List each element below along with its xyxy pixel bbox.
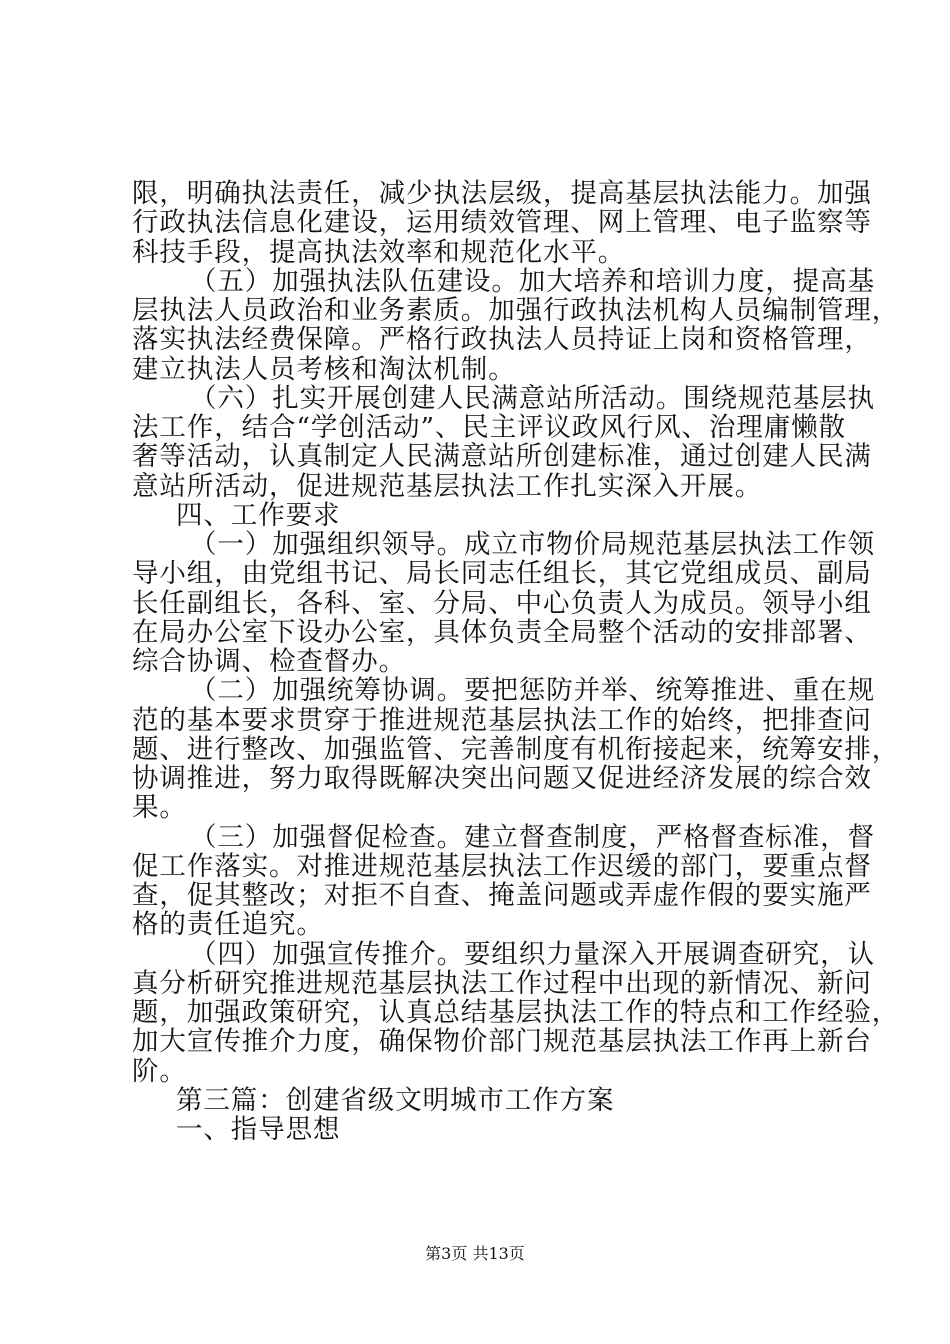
section-heading-line: （四）加强宣传推介。要组织力量深入开展调查研究，认: [190, 938, 875, 970]
section-heading-line: （六）扎实开展创建人民满意站所活动。围绕规范基层执: [190, 382, 875, 414]
paragraph-line: 真分析研究推进规范基层执法工作过程中出现的新情况、新问: [132, 967, 872, 999]
paragraph-line: 法工作，结合“学创活动”、民主评议政风行风、治理庸懒散: [132, 412, 846, 443]
page-footer: 第3页 共13页: [425, 1244, 525, 1263]
paragraph-line: 查，促其整改；对拒不自查、掩盖问题或弄虚作假的要实施严: [132, 880, 872, 911]
paragraph-line: 综合协调、检查督办。: [132, 646, 406, 677]
section-heading-line: （一）加强组织领导。成立市物价局规范基层执法工作领: [190, 529, 875, 560]
paragraph-line: 范的基本要求贯穿于推进规范基层执法工作的始终，把排查问: [132, 704, 872, 736]
paragraph-line: 题，加强政策研究，认真总结基层执法工作的特点和工作经验，: [132, 997, 900, 1028]
section-heading-line: （五）加强执法队伍建设。加大培养和培训力度，提高基: [190, 265, 875, 297]
paragraph-line: 科技手段，提高执法效率和规范化水平。: [132, 236, 626, 268]
paragraph-line: 在局办公室下设办公室，具体负责全局整个活动的安排部署、: [132, 616, 872, 648]
section-title: 一、指导思想: [176, 1114, 341, 1145]
paragraph-line: 行政执法信息化建设，运用绩效管理、网上管理、电子监察等: [132, 207, 872, 239]
paragraph-line: 限，明确执法责任，减少执法层级，提高基层执法能力。加强: [132, 178, 872, 209]
paragraph-line: 建立执法人员考核和淘汰机制。: [132, 353, 516, 385]
section-heading-line: （三）加强督促检查。建立督查制度，严格督查标准，督: [190, 821, 875, 853]
section-title: 四、工作要求: [176, 499, 341, 531]
paragraph-line: 奢等活动，认真制定人民满意站所创建标准，通过创建人民满: [132, 441, 872, 473]
paragraph-line: 落实执法经费保障。严格行政执法人员持证上岗和资格管理，: [132, 324, 872, 356]
paragraph-line: 加大宣传推介力度，确保物价部门规范基层执法工作再上新台: [132, 1026, 872, 1058]
paragraph-line: 题、进行整改、加强监管、完善制度有机衔接起来，统筹安排，: [132, 733, 900, 765]
paragraph-line: 阶。: [132, 1055, 187, 1087]
paragraph-line: 格的责任追究。: [132, 909, 324, 941]
paragraph-line: 长任副组长，各科、室、分局、中心负责人为成员。领导小组: [132, 587, 872, 619]
paragraph-line: 协调推进，努力取得既解决突出问题又促进经济发展的综合效: [132, 763, 872, 794]
paragraph-line: 层执法人员政治和业务素质。加强行政执法机构人员编制管理，: [132, 295, 900, 326]
paragraph-line: 果。: [132, 792, 187, 824]
chapter-title: 第三篇：创建省级文明城市工作方案: [176, 1084, 615, 1116]
section-heading-line: （二）加强统筹协调。要把惩防并举、统筹推进、重在规: [190, 675, 875, 707]
paragraph-line: 促工作落实。对推进规范基层执法工作迟缓的部门，要重点督: [132, 850, 872, 882]
paragraph-line: 意站所活动，促进规范基层执法工作扎实深入开展。: [132, 470, 763, 502]
paragraph-line: 导小组，由党组书记、局长同志任组长，其它党组成员、副局: [132, 558, 872, 590]
